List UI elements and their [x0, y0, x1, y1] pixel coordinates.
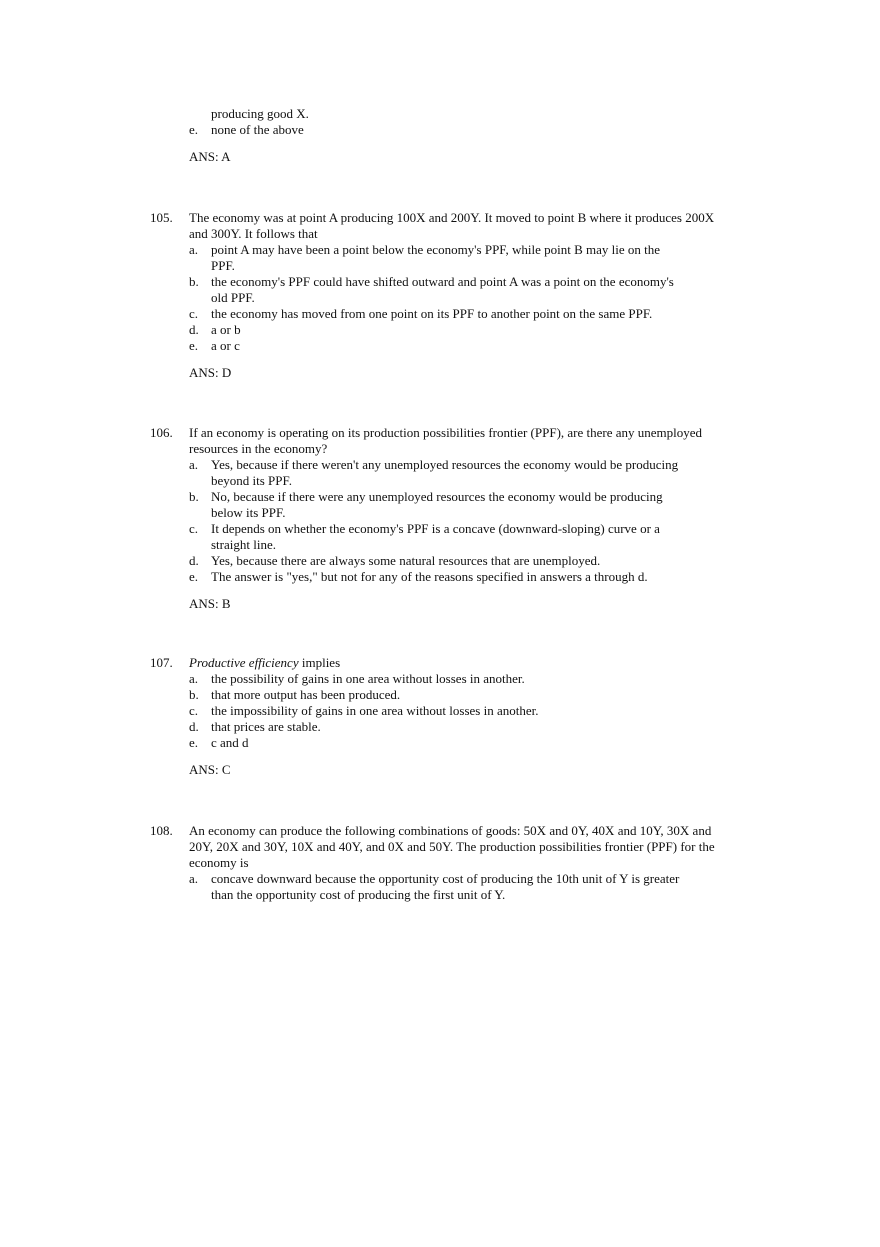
stem-italic-term: Productive efficiency	[189, 655, 299, 670]
option-letter: b.	[189, 489, 199, 504]
question-number: 106.	[150, 425, 173, 440]
answer-line: ANS: C	[189, 762, 231, 777]
option-letter: d.	[189, 322, 199, 337]
question-number: 107.	[150, 655, 173, 670]
option-letter: a.	[189, 671, 199, 686]
option-text-line: PPF.	[211, 258, 235, 273]
option-text-line: the impossibility of gains in one area without losses in another.	[211, 703, 539, 718]
stem-line	[189, 655, 770, 671]
option-text-line: c and d	[211, 735, 249, 750]
option-c	[189, 306, 770, 322]
option-text-line: than the opportunity cost of producing the first unit of Y.	[211, 887, 506, 902]
question-stem	[150, 823, 770, 871]
option-letter: c.	[189, 703, 199, 718]
option-text-line: point A may have been a point below the economy's PPF, while point B may lie on the	[211, 242, 661, 257]
option-c	[189, 521, 770, 553]
question-stem	[150, 655, 770, 671]
option-letter: b.	[189, 274, 199, 289]
stem-line: An economy can produce the following combinations of goods: 50X and 0Y, 40X and 10Y, 30X and	[189, 823, 712, 838]
option-letter: e.	[189, 735, 199, 750]
option-text-line: below its PPF.	[211, 505, 286, 520]
option-letter: b.	[189, 687, 199, 702]
option-c	[189, 703, 770, 719]
option-letter: c.	[189, 521, 199, 536]
option-letter: a.	[189, 242, 199, 257]
option-e	[189, 338, 770, 354]
option-text-line: Yes, because there are always some natural resources that are unemployed.	[211, 553, 601, 568]
option-text-line: that prices are stable.	[211, 719, 321, 734]
option-text-line: The answer is "yes," but not for any of the reasons specified in answers a through d.	[211, 569, 648, 584]
option-a	[189, 871, 770, 903]
stem-line: and 300Y. It follows that	[189, 226, 318, 241]
option-continuation	[189, 106, 770, 122]
option-b	[189, 687, 770, 703]
option-text-line: the economy's PPF could have shifted outward and point A was a point on the economy's	[211, 274, 674, 289]
option-e	[189, 569, 770, 585]
option-d	[189, 553, 770, 569]
option-text-line: a or c	[211, 338, 240, 353]
option-a	[189, 242, 770, 274]
option-e	[189, 735, 770, 751]
option-letter: e.	[189, 122, 199, 137]
option-b	[189, 489, 770, 521]
option-text-line: the possibility of gains in one area without losses in another.	[211, 671, 525, 686]
option-text-line: the economy has moved from one point on its PPF to another point on the same PPF.	[211, 306, 653, 321]
question-106	[150, 425, 770, 612]
option-text-line: No, because if there were any unemployed resources the economy would be producing	[211, 489, 663, 504]
option-letter: d.	[189, 553, 199, 568]
option-d	[189, 322, 770, 338]
option-text-line: Yes, because if there weren't any unemployed resources the economy would be producing	[211, 457, 679, 472]
question-104-continuation	[150, 106, 770, 165]
stem-line: 20Y, 20X and 30Y, 10X and 40Y, and 0X and 50Y. The production possibilities frontier (PPF) for the	[189, 839, 715, 854]
option-text-line: none of the above	[211, 122, 304, 137]
option-a	[189, 671, 770, 687]
option-text-line: straight line.	[211, 537, 276, 552]
question-105	[150, 210, 770, 381]
option-b	[189, 274, 770, 306]
option-text-line: old PPF.	[211, 290, 255, 305]
stem-line: The economy was at point A producing 100X and 200Y. It moved to point B where it produces 200X	[189, 210, 715, 225]
stem-line: resources in the economy?	[189, 441, 328, 456]
stem-rest: implies	[298, 655, 341, 670]
option-d	[189, 719, 770, 735]
question-stem	[150, 425, 770, 457]
question-stem	[150, 210, 770, 242]
answer-line: ANS: B	[189, 596, 231, 611]
option-text-line: that more output has been produced.	[211, 687, 401, 702]
stem-line: If an economy is operating on its production possibilities frontier (PPF), are there any unemployed	[189, 425, 703, 440]
option-e	[189, 122, 770, 138]
question-108	[150, 823, 770, 903]
option-text-line: concave downward because the opportunity cost of producing the 10th unit of Y is greater	[211, 871, 680, 886]
option-letter: a.	[189, 871, 199, 886]
option-letter: d.	[189, 719, 199, 734]
option-a	[189, 457, 770, 489]
option-text-line: a or b	[211, 322, 241, 337]
answer-line: ANS: D	[189, 365, 232, 380]
option-letter: a.	[189, 457, 199, 472]
option-letter: e.	[189, 569, 199, 584]
stem-line: economy is	[189, 855, 249, 870]
answer-line: ANS: A	[189, 149, 231, 164]
option-text-line: It depends on whether the economy's PPF is a concave (downward-sloping) curve or a	[211, 521, 660, 536]
option-text-line: producing good X.	[211, 106, 309, 121]
question-number: 108.	[150, 823, 173, 838]
question-107	[150, 655, 770, 778]
option-letter: e.	[189, 338, 199, 353]
option-text-line: beyond its PPF.	[211, 473, 292, 488]
question-number: 105.	[150, 210, 173, 225]
option-letter: c.	[189, 306, 199, 321]
